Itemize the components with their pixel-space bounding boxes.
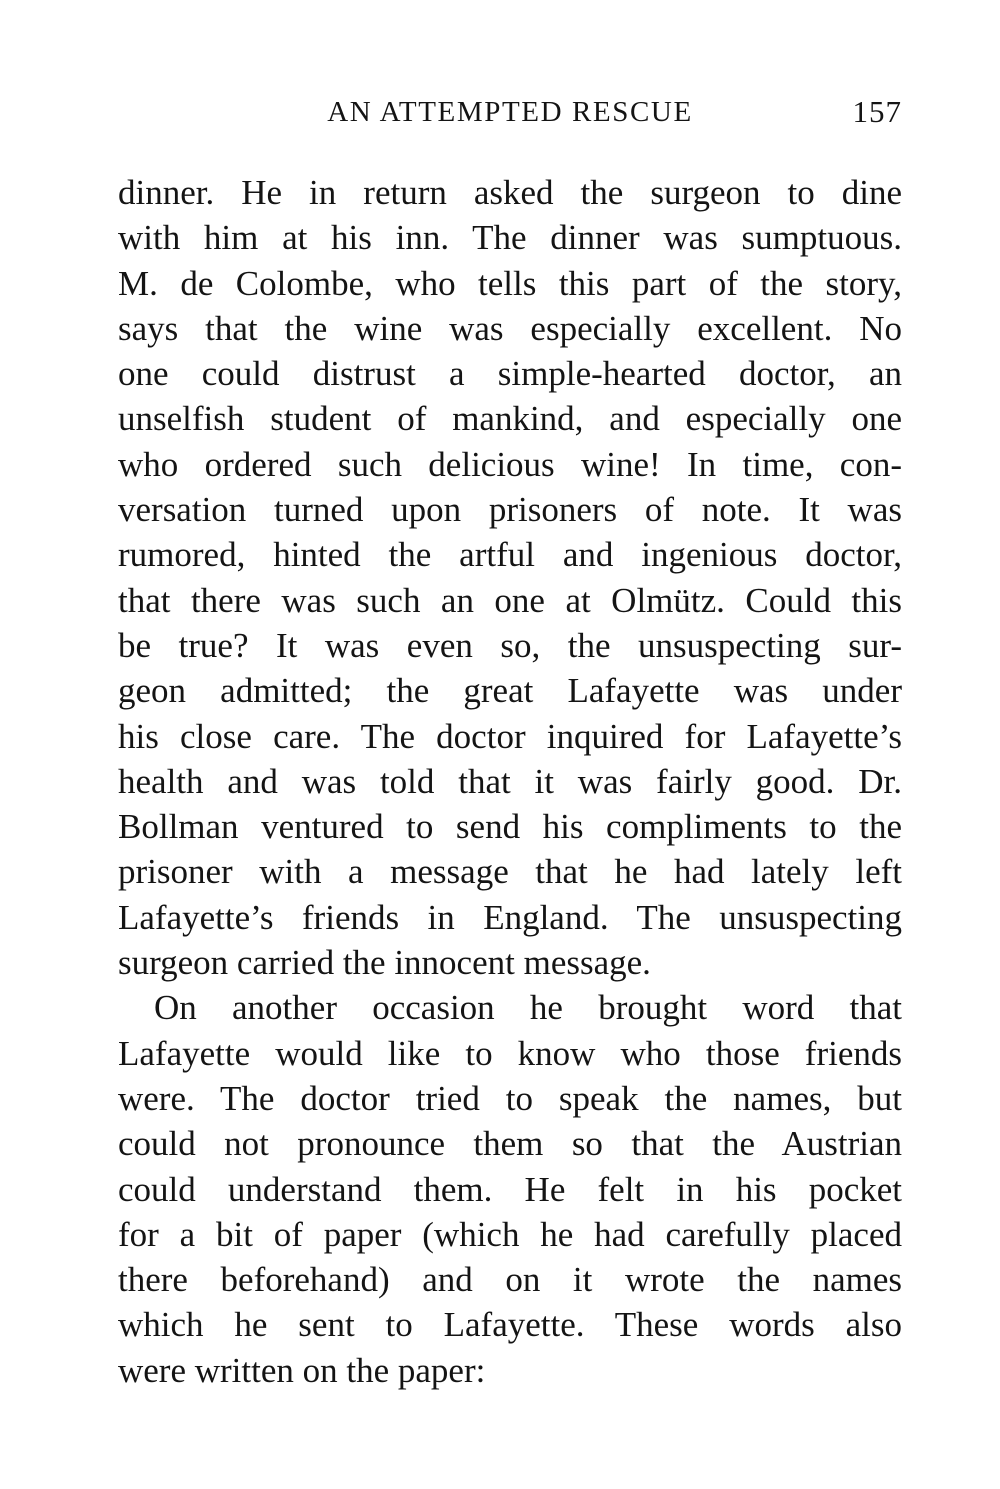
text-line: surgeon carried the innocent message. — [118, 943, 651, 983]
text-line: which he sent to Lafayette. These words also — [118, 1305, 902, 1345]
text-line: versation turned upon prisoners of note. It was — [118, 490, 902, 530]
text-line: there beforehand) and on it wrote the names — [118, 1260, 902, 1300]
text-line: On another occasion he brought word that — [154, 988, 902, 1028]
text-line: M. de Colombe, who tells this part of the story, — [118, 263, 902, 303]
text-line: prisoner with a message that he had lately left — [118, 852, 902, 892]
page-number: 157 — [852, 94, 902, 129]
text-line: geon admitted; the great Lafayette was under — [118, 671, 902, 711]
text-line: health and was told that it was fairly good. Dr. — [118, 761, 902, 801]
text-line: Lafayette’s friends in England. The unsuspecting — [118, 897, 902, 937]
text-line: dinner. He in return asked the surgeon to dine — [118, 173, 902, 212]
paragraph-2 — [118, 985, 902, 1393]
text-line: who ordered such delicious wine! In time, con- — [118, 444, 902, 484]
text-line: rumored, hinted the artful and ingenious doctor, — [118, 535, 902, 575]
text-line: his close care. The doctor inquired for Lafayette’s — [118, 716, 902, 756]
text-line: be true? It was even so, the unsuspecting sur- — [118, 625, 902, 665]
running-title: AN ATTEMPTED RESCUE — [327, 96, 693, 128]
text-line: could understand them. He felt in his pocket — [118, 1169, 902, 1209]
text-line: were. The doctor tried to speak the names, but — [118, 1078, 902, 1118]
body-text — [118, 170, 902, 1393]
text-line: Bollman ventured to send his compliments to the — [118, 807, 902, 847]
running-head — [118, 92, 902, 132]
text-line: were written on the paper: — [118, 1350, 486, 1390]
text-line: Lafayette would like to know who those friends — [118, 1033, 902, 1073]
text-line: says that the wine was especially excellent. No — [118, 308, 902, 348]
text-line: that there was such an one at Olmütz. Could this — [118, 580, 902, 620]
text-line: with him at his inn. The dinner was sumptuous. — [118, 218, 902, 258]
text-line: one could distrust a simple-hearted doctor, an — [118, 354, 902, 394]
paragraph-1 — [118, 170, 902, 985]
text-line: could not pronounce them so that the Austrian — [118, 1124, 902, 1164]
text-line: for a bit of paper (which he had carefully placed — [118, 1214, 902, 1254]
text-line: unselfish student of mankind, and especially one — [118, 399, 902, 439]
